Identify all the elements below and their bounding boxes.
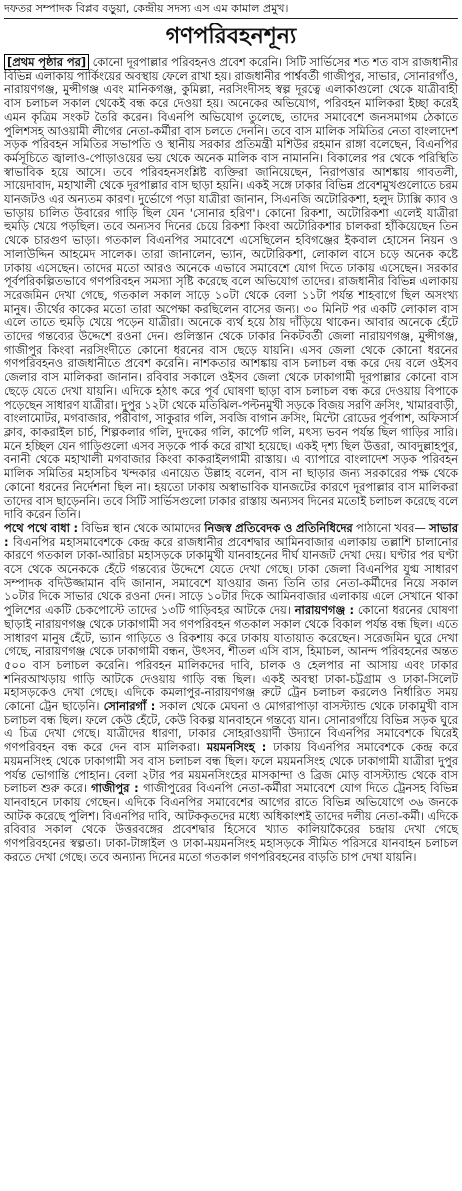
article-body [4, 56, 458, 864]
section-intro-tail: পাঠানো খবর— [355, 520, 426, 535]
section-intro: বিভিন্ন স্থান থেকে আমাদের [81, 520, 201, 535]
dateline-gazipur: গাজীপুর : [91, 781, 139, 796]
paragraph-text: কোনো দূরপাল্লার পরিবহনও প্রবেশ করেনি। সিটি সার্ভিসের শত শত বাস রাজধানীর বিভিন্ন এলাকায় পার্কিংয়ের অবস্থায় ফেলে রাখা হয়। রাজধানীর পার্শ্ববর্তী গাজীপুর, সাভার, সোনারগাঁও, নারায়ণগঞ্জ, মুন্সীগঞ্জ এবং মানিকগঞ্জ, কুমিল্লা, নরসিংদীসহ স্বল্প দূরত্বে এলাকাগুলো থেকে যাত্রীবাহী বাস চলাচল সকাল থেকেই বন্ধ করে দেওয়া হয়। অনেকের অভিযোগ, পরিবহন মালিকরা ইচ্ছা করেই এমন কৃত্রিম সংকট তৈরি করেন। বিএনপি অভিযোগ তুলেছে, তাদের সমাবেশে জনসমাগম ঠেকাতে পুলিশসহ আওয়ামী লীগের নেতা-কর্মীরা বাস চলতে দেননি। তবে বাস মালিক সমিতির নেতা বাংলাদেশ সড়ক পরিবহন সমিতির সভাপতি ও স্থানীয় সরকার প্রতিমন্ত্রী মশিউর রহমান রাঙ্গা বলেছেন, বিএনপির কর্মসূচিতে জ্বালাও-পোড়াওয়ের ভয় থেকে অনেক মালিক বাস নামাননি। বিকালের পর থেকে পরিস্থিতি স্বাভাবিক হয়ে আসে। তবে পরিবহনসংশ্লিষ্ট ব্যক্তিরা জানিয়েছেন, নিরাপত্তার আশঙ্কায় গাবতলী, সায়েদাবাদ, মহাখালী থেকে দূরপাল্লার বাস ছাড়া হয়নি। একই সঙ্গে ঢাকার বিভিন্ন প্রবেশমুখগুলোতে চরম যানজটও এর অন্যতম কারণ। দুর্ভোগে পড়া যাত্রীরা জানান, সিএনজি অটোরিকশা, হলুদ ট্যাক্সি ক্যাব ও ভাড়ায় চালিত উবারের গাড়ি ছিল যেন 'সোনার হরিণ'। কোনো রিকশা, অটোরিকশা এলেই যাত্রীরা হুমড়ি খেয়ে পড়ছিল। তবে অন্যসব দিনের চেয়ে রিকশা কিংবা অটোরিকশার চালকরা হাঁকিয়েছেন তিন থেকে চারগুণ ভাড়া। গতকাল বিএনপির সমাবেশে এসেছিলেন হবিগঞ্জের ইকবাল হোসেন নিয়ন ও সালাউদ্দিন আহমেদ সালেক। তারা জানালেন, ভ্যান, অটোরিকশা, লোকাল বাসে চড়ে অনেক কষ্টে ঢাকায় এসেছেন। তাদের মতো আরও অনেকে এভাবে সমাবেশে যোগ দিতে ঢাকায় এসেছেন। সরকার পূর্বপরিকল্পিতভাবে গণপরিবহন সমস্যা সৃষ্টি করেছে বলে অভিযোগ তাদের। রাজধানীর বিভিন্ন এলাকায় সরেজমিন দেখা গেছে, গতকাল সকাল সাড়ে ১০টা থেকে বেলা ১১টা পর্যন্ত শাহবাগে ছিল অসংখ্য মানুষ। তীর্থের কাকের মতো তারা অপেক্ষা করছিলেন বাসের জন্য। ৩০ মিনিট পর একটি লোকাল বাস এলে তাতে হুমড়ি খেয়ে পড়েন যাত্রীরা। অনেকে ব্যর্থ হয়ে ঠায় দাঁড়িয়ে থাকেন। আবার অনেকে হেঁটে তাদের গন্তব্যের উদ্দেশে রওনা দেন। গুলিস্তান থেকে ঢাকার নিকটবর্তী জেলা নারায়ণগঞ্জ, মুন্সীগঞ্জ, গাজীপুর কিংবা নরসিংদীতে কোনো ধরনের বাস ছেড়ে যায়নি। এসব জেলা থেকে কোনো ধরনের গণপরিবহনও রাজধানীতে প্রবেশ করেনি। নাশকতার আশঙ্কায় বাস চলাচল বন্ধ করে দেয় বলে ওইসব জেলার বাস মালিকরা জানান। রবিবার সকালে ওইসব জেলা থেকে ঢাকাগামী দূরপাল্লার কোনো বাস ছেড়ে যেতে দেখা যায়নি। এদিকে হঠাৎ করে পূর্ব ঘোষণা ছাড়া বাস চলাচল বন্ধ করে দেওয়ায় বিপাকে পড়েছেন সাধারণ যাত্রীরা। দুপুর ১২টা থেকে মতিঝিল-পল্টনমুখী সড়কে বিজয় সরণি ক্রসিং, খামারবাড়ী, বাংলামোটর, মগবাজার, পরীবাগ, সাকুরার গলি, সবজি বাগান ক্রসিং, মিন্টো রোডের পূর্বপাশ, অফিসার্স ক্লাব, কাকরাইল চার্চ, শিল্পকলার গলি, দুদকের গলি, কার্পেট গলি, মৎস্য ভবন পর্যন্ত ছিল গাড়ির সারি। মনে হচ্ছিল যেন গাড়িগুলো এসব সড়কে পার্ক করে রাখা হয়েছে। একই দৃশ্য ছিল উত্তরা, আবদুল্লাহপুর, বনানী থেকে মহাখালী মগবাজার কিংবা কাকরাইলগামী রাস্তায়। এ ব্যাপারে বাংলাদেশ সড়ক পরিবহন মালিক সমিতির মহাসচিব খন্দকার এনায়েত উল্লাহ বলেন, বাস না ছাড়ার জন্য সরকারের পক্ষ থেকে কোনো ধরনের নির্দেশনা ছিল না। হয়তো ঢাকায় অস্বাভাবিক যানজটের কারণে দূরপাল্লার বাস মালিকরা তাদের বাস ছাড়েননি। তবে সিটি সার্ভিসগুলো ঢাকার রাস্তায় অন্যসব দিনের মতোই চলাচল করেছে বলে দাবি করেন তিনি। [4, 55, 458, 522]
section-intro-emphasis: নিজস্ব প্রতিবেদক ও প্রতিনিধিদের [204, 520, 353, 535]
dateline-savar: সাভার : [4, 520, 459, 549]
dateline-sonargaon: সোনারগাঁ : [103, 699, 156, 714]
dateline-mymensingh: ময়মনসিংহ : [206, 740, 267, 755]
paragraph-continuation [4, 56, 458, 522]
section-heading: পথে পথে বাধা : [4, 520, 79, 535]
continuation-label: [প্রথম পৃষ্ঠার পর] [4, 54, 89, 70]
report-gazipur: গাজীপুরের বিএনপি নেতা-কর্মীরা সমাবেশে যোগ দিতে ট্রেনসহ বিভিন্ন যানবাহনে ঢাকায় গেছেন। এদিকে বিএনপির সমাবেশের আগের রাতে বিভিন্ন অভিযোগে ৩৬ জনকে আটক করেছে পুলিশ। বিএনপির দাবি, আটককৃতদের মধ্যে অধিকাংশই তাদের দলীয় নেতা-কর্মী। এদিকে রবিবার সকাল থেকে উত্তরবঙ্গের প্রবেশদ্বার হিসেবে খ্যাত কালিয়াকৈরের চন্দ্রায় দেখা গেছে গণপরিবহনের স্বল্পতা। ঢাকা-টাঙ্গাইল ও ঢাকা-ময়মনসিংহ মহাসড়কে সীমিত পরিসরে যানবাহন চলাচল করতে দেখা গেছে। তবে অন্যান্য দিনের মতো গতকাল গণপরিবহনের বাড়তি চাপ দেখা যায়নি। [4, 781, 458, 864]
report-narayanganj: কোনো ধরনের ঘোষণা ছাড়াই নারায়ণগঞ্জ থেকে ঢাকাগামী সব গণপরিবহন গতকাল সকাল থেকে বিকাল পর্যন্ত বন্ধ ছিল। এতে সাধারণ মানুষ হেঁটে, ভ্যান গাড়িতে ও রিকশায় করে ঢাকায় যাতায়াত করেছেন। সরেজমিন ঘুরে দেখা গেছে, নারায়ণগঞ্জ থেকে ঢাকাগামী বন্ধন, উৎসব, শীতল এসি বাস, হিমাচল, আনন্দ পরিবহনের অন্তত ৫০০ বাস চলাচল করেনি। পরিবহন মালিকদের দাবি, চালক ও হেলপার না আসায় এবং ঢাকার শনিরআখড়ায় গাড়ি আটকে দেওয়ায় গাড়ি বন্ধ ছিল। একই অবস্থা ঢাকা-চট্টগ্রাম ও ঢাকা-সিলেট মহাসড়কেও দেখা গেছে। এদিকে কমলাপুর-নারায়ণগঞ্জ রুটে ট্রেন চলাচল করলেও নির্ধারিত সময় কোনো ট্রেন ছাড়েনি। [4, 603, 458, 714]
report-mymensingh: ঢাকায় বিএনপির সমাবেশকে কেন্দ্র করে ময়মনসিংহ থেকে ঢাকাগামী সব বাস চলাচল বন্ধ ছিল। ফলে ময়মনসিংহ থেকে ঢাকাগামী যাত্রীরা দুপুর পর্যন্ত ভোগান্তি পোহান। বেলা ২টার পর ময়মনসিংহের মাসকান্দা ও ব্রিজ মোড় বাসস্ট্যান্ড থেকে বাস চলাচল শুরু করে। [4, 740, 458, 796]
report-savar: বিএনপির মহাসমাবেশকে কেন্দ্র করে রাজধানীর প্রবেশদ্বার আমিনবাজার এলাকায় তল্লাশি চালানোর কারণে গতকাল ঢাকা-আরিচা মহাসড়কে ঢাকামুখী যানবাহনের দীর্ঘ যানজট দেখা দেয়। ঘণ্টার পর ঘণ্টা বসে থেকে অনেককে হেঁটে গন্তব্যের উদ্দেশে যেতে দেখা গেছে। ঢাকা জেলা বিএনপির যুগ্ম সাধারণ সম্পাদক বদিউজ্জামান বদি জানান, সমাবেশে যাওয়ার জন্য তিনি তার নেতা-কর্মীদের নিয়ে সকাল ১০টার দিকে সাভার থেকে রওনা দেন। সাড়ে ১০টার দিকে আমিনবাজার এলাকায় এলে সেখানে থাকা পুলিশের একটি চেকপোস্টে তাদের ১৩টি গাড়িবহর আটকে দেয়। [4, 534, 458, 618]
article-headline: গণপরিবহনশূন্য [165, 24, 297, 49]
paragraph-section [4, 522, 458, 865]
byline-credit: দফতর সম্পাদক বিপ্লব বড়ুয়া, কেন্দ্রীয় সদস্য এস এম কামাল প্রমুখ। [4, 2, 458, 19]
report-sonargaon: সকাল থেকে মেঘনা ও মোগরাপাড়া বাসস্ট্যান্ড থেকে ঢাকামুখী বাস চলাচল বন্ধ ছিল। ফলে কেউ হেঁটে, কেউ বিকল্প যানবাহনে গন্তব্যে যান। সোনারগাঁয়ে বিভিন্ন সড়ক ঘুরে এ চিত্র দেখা গেছে। যাত্রীদের ধারণা, ঢাকার সোহরাওয়ার্দী উদ্যানে বিএনপির সমাবেশকে ঘিরেই গণপরিবহন বন্ধ করে দেন বাস মালিকরা। [4, 699, 458, 755]
dateline-narayanganj: নারায়ণগঞ্জ : [294, 603, 354, 618]
